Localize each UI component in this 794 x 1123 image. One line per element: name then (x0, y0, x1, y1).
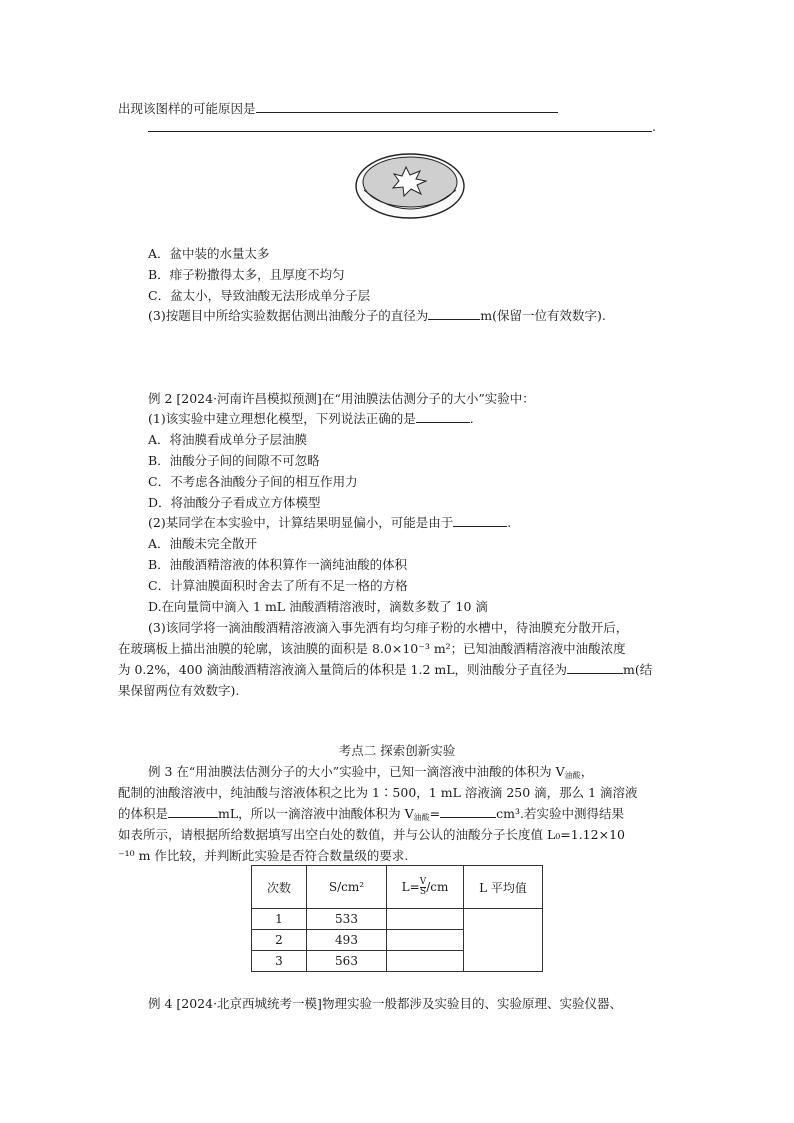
fraction-den: S (419, 886, 427, 897)
ex2-p1-blank[interactable] (416, 410, 470, 423)
option-a: A．盆中装的水量太多 (148, 246, 270, 261)
row1-count: 1 (252, 909, 307, 930)
row2-count: 2 (252, 930, 307, 951)
question-prefix-text: 出现该图样的可能原因是 (118, 101, 256, 116)
ex3-line4: 如表所示，请根据所给数据填写出空白处的数值，并与公认的油酸分子长度值 L₀=1.12×10 (118, 827, 625, 842)
row3-area: 563 (307, 951, 387, 972)
ex3-line1-text: 例 3 在“用油膜法估测分子的大小”实验中，已知一滴溶液中油酸的体积为 V (148, 764, 565, 779)
ex2-p3-line3 (118, 661, 652, 679)
ex2-p3-line3-suffix: m(结 (623, 662, 653, 677)
row3-count: 3 (252, 951, 307, 972)
answer-blank[interactable] (256, 100, 558, 113)
ex3-blank-oil-volume[interactable] (440, 805, 496, 818)
ex2-p2 (148, 514, 511, 532)
ex2-p3-line4: 果保留两位有效数字). (118, 683, 240, 698)
ex3-blank-volume[interactable] (168, 805, 218, 818)
average-cell[interactable] (464, 909, 543, 972)
table-header-row (252, 866, 543, 909)
q3-suffix: m(保留一位有效数字). (480, 308, 606, 323)
row1-area: 533 (307, 909, 387, 930)
section-title: 考点二 探索创新实验 (338, 743, 456, 758)
ex2-p2-option-a: A．油酸未完全散开 (148, 536, 258, 551)
ex3-line1-end: ， (580, 764, 594, 779)
ex2-p2-end: . (507, 515, 512, 530)
ex2-p3-line2: 在玻璃板上描出油膜的轮廓，该油膜的面积是 8.0×10⁻³ m²；已知油酸酒精溶液中油酸浓度 (118, 641, 626, 656)
row1-length-cell[interactable] (387, 909, 464, 930)
ex3-line5: ⁻¹⁰ m 作比较，并判断此实验是否符合数量级的要求. (118, 848, 409, 863)
q3-line (148, 307, 606, 325)
q3-blank[interactable] (428, 307, 480, 320)
ex2-p2-option-b: B．油酸酒精溶液的体积算作一滴纯油酸的体积 (148, 557, 408, 572)
header-average: L 平均值 (464, 866, 543, 909)
row2-length-cell[interactable] (387, 930, 464, 951)
ex2-p1-end: . (469, 411, 474, 426)
header-count: 次数 (252, 866, 307, 909)
ex2-p1-option-a: A．将油膜看成单分子层油膜 (148, 432, 308, 447)
question-prefix (118, 100, 558, 118)
ex3-line3-c: = (429, 806, 441, 821)
option-b: B．痱子粉撒得太多，且厚度不均匀 (148, 267, 345, 282)
header-length-prefix: L= (401, 879, 420, 894)
ex2-p2-option-d: D.在向量筒中滴入 1 mL 油酸酒精溶液时，滴数多数了 10 滴 (148, 599, 488, 614)
ex2-p2-option-c: C．计算油膜面积时舍去了所有不足一格的方格 (148, 578, 408, 593)
table-row (252, 909, 543, 930)
dish-illustration (354, 150, 466, 222)
example4-line1: 例 4 [2024·北京西城统考一模]物理实验一般都涉及实验目的、实验原理、实验仪器、 (148, 996, 622, 1011)
ex2-p2-text: (2)某同学在本实验中，计算结果明显偏小，可能是由于 (148, 515, 454, 530)
answer-blank-line-2[interactable] (148, 131, 652, 132)
q3-prefix: (3)按题目中所给实验数据估测出油酸分子的直径为 (148, 308, 429, 323)
ex2-p1-text: (1)该实验中建立理想化模型，下列说法正确的是 (148, 411, 416, 426)
fraction-num: V (419, 876, 427, 887)
ex3-line2: 配制的油酸溶液中，纯油酸与溶液体积之比为 1∶500，1 mL 溶液滴 250 滴，那么 1 滴溶液 (118, 785, 638, 800)
ex2-p1 (148, 410, 474, 428)
header-length (387, 866, 464, 909)
option-c: C．盆太小，导致油酸无法形成单分子层 (148, 288, 371, 303)
row3-length-cell[interactable] (387, 951, 464, 972)
ex2-p1-option-d: D．将油酸分子看成立方体模型 (148, 495, 321, 510)
period: . (652, 119, 656, 134)
ex3-line1-sub: 油酸 (564, 771, 581, 780)
ex2-p3-line3-text: 为 0.2%，400 滴油酸酒精溶液滴入量筒后的体积是 1.2 mL，则油酸分子直径为 (118, 662, 568, 677)
data-table (251, 865, 543, 972)
ex2-p3-blank[interactable] (567, 661, 623, 674)
header-area: S/cm² (307, 866, 387, 909)
ex3-line1 (148, 763, 593, 785)
row2-area: 493 (307, 930, 387, 951)
ex3-line3-b: mL，所以一滴溶液中油酸体积为 V (218, 806, 414, 821)
ex2-p2-blank[interactable] (453, 514, 507, 527)
ex2-p1-option-b: B．油酸分子间的间隙不可忽略 (148, 453, 320, 468)
ex3-line3 (118, 805, 624, 827)
ex3-line3-sub: 油酸 (413, 813, 430, 822)
ex3-line3-a: 的体积是 (118, 806, 169, 821)
ex2-p1-option-c: C．不考虑各油酸分子间的相互作用力 (148, 474, 358, 489)
header-length-unit: /cm (426, 879, 449, 894)
example2-header: 例 2 [2024·河南许昌模拟预测]在“用油膜法估测分子的大小”实验中： (148, 391, 535, 406)
ex3-line3-d: cm³.若实验中测得结果 (496, 806, 624, 821)
ex2-p3-line1: (3)该同学将一滴油酸酒精溶液滴入事先洒有均匀痱子粉的水槽中，待油膜充分散开后， (148, 620, 629, 635)
